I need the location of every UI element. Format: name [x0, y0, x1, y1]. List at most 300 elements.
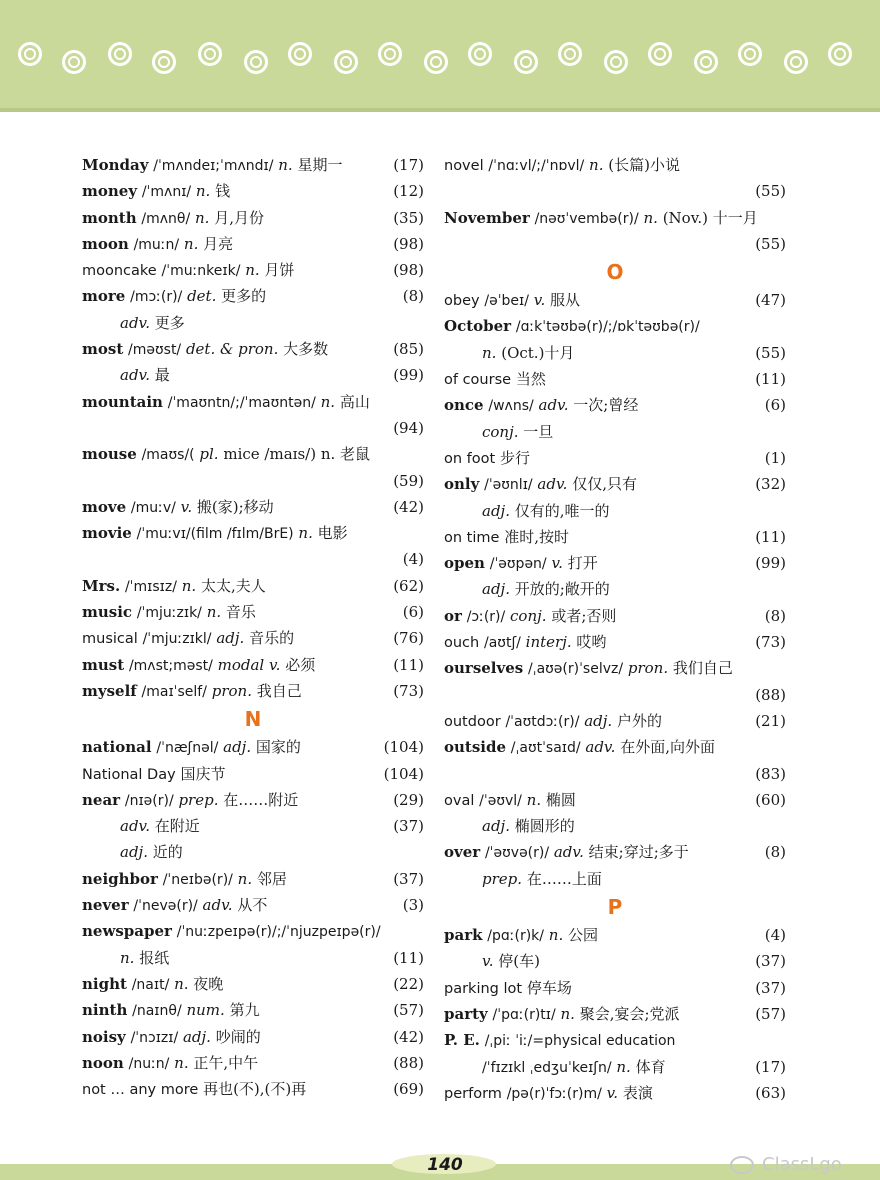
part-of-speech: prep. — [178, 790, 219, 809]
part-of-speech: adv. — [537, 475, 568, 494]
definition: 更多的 — [221, 287, 267, 306]
entry-text — [444, 839, 689, 866]
part-of-speech: n. — [589, 156, 604, 174]
headword: Monday — [82, 156, 149, 174]
part-of-speech: n. — [320, 392, 336, 411]
dictionary-entry — [82, 787, 424, 813]
ring-icon — [244, 50, 268, 74]
entry-sense — [444, 419, 786, 445]
page-reference: (98) — [393, 261, 424, 280]
page-reference: (1) — [764, 448, 786, 467]
entry-text — [444, 550, 598, 577]
dictionary-entry — [82, 678, 424, 704]
definition: 结束;穿过;多于 — [588, 843, 689, 862]
page-reference: (57) — [755, 1004, 786, 1023]
entry-text — [444, 524, 569, 551]
phonetic: /ˌaʊə(r)ˈselvz/ — [528, 661, 624, 678]
page-reference: (8) — [764, 843, 786, 862]
entry-text — [444, 419, 553, 445]
page-reference: (35) — [393, 208, 424, 227]
phonetic: /nəʊˈvembə(r)/ — [534, 210, 639, 227]
entry-text — [82, 573, 266, 600]
entry-text — [82, 734, 301, 761]
section-letter: P — [607, 895, 623, 920]
phonetic: /ˈmʌnɪ/ — [141, 184, 192, 201]
entry-text — [444, 392, 638, 419]
headword: ninth — [82, 1001, 128, 1020]
headword: movie — [82, 524, 132, 543]
entry-text — [444, 603, 616, 630]
dictionary-entry — [82, 231, 424, 257]
dictionary-entry — [82, 257, 424, 283]
entry-text — [444, 445, 530, 472]
headword: on time — [444, 529, 500, 546]
phonetic: /ˈəʊpən/ — [489, 556, 547, 573]
definition: 在外面,向外面 — [620, 738, 715, 757]
dictionary-entry — [444, 787, 786, 813]
phonetic: /ˈnɔɪzɪ/ — [130, 1029, 179, 1046]
page-reference: (12) — [393, 182, 424, 201]
page-reference: (59) — [393, 471, 424, 490]
ring-icon — [152, 50, 176, 74]
definition: 月,月份 — [214, 208, 264, 227]
dictionary-entry — [444, 152, 786, 178]
phonetic: /mʌnθ/ — [141, 210, 191, 227]
definition: 大多数 — [283, 340, 329, 359]
part-of-speech: v. — [180, 497, 193, 516]
entry-text — [444, 734, 715, 761]
entry-text — [444, 152, 680, 179]
dictionary-entry — [444, 366, 786, 392]
definition: 邻居 — [256, 869, 287, 888]
definition: 正午,中午 — [193, 1053, 259, 1072]
definition: 星期一 — [297, 156, 343, 174]
page-reference: (73) — [755, 633, 786, 652]
dictionary-entry — [82, 734, 424, 760]
part-of-speech: n. — [206, 603, 222, 622]
entry-text — [82, 625, 294, 652]
page-reference: (76) — [393, 629, 424, 648]
definition: 更多 — [154, 313, 185, 332]
headword: noisy — [82, 1027, 126, 1046]
definition: 吵闹的 — [215, 1027, 261, 1046]
page-reference: (4) — [402, 550, 424, 569]
definition: 再也(不),(不)再 — [203, 1080, 307, 1099]
entry-text — [82, 336, 328, 363]
definition: 准时,按时 — [504, 527, 569, 546]
entry-page-continuation — [444, 231, 786, 257]
entry-sense — [82, 813, 424, 839]
phonetic: /ˈaʊtdɔː(r)/ — [505, 713, 580, 730]
entry-text — [444, 498, 610, 524]
headword: neighbor — [82, 869, 158, 888]
entry-text — [444, 205, 758, 232]
headword: or — [444, 606, 462, 625]
page-reference: (55) — [755, 234, 786, 253]
part-of-speech: adj. — [120, 843, 148, 862]
definition: 搬(家);移动 — [196, 497, 274, 516]
headword: night — [82, 974, 127, 993]
ring-icon — [694, 50, 718, 74]
definition: (Nov.) 十一月 — [662, 208, 758, 227]
dictionary-entry — [82, 1050, 424, 1076]
phonetic: /aʊtʃ/ — [484, 635, 521, 652]
dictionary-entry — [82, 178, 424, 204]
headword: oval — [444, 792, 475, 809]
entry-text — [444, 629, 606, 656]
dictionary-entry — [444, 471, 786, 497]
phonetic: /ˈmaʊntn/;/ˈmaʊntən/ — [167, 394, 316, 411]
entry-text — [444, 866, 602, 892]
right-column — [444, 152, 786, 1106]
entry-sense — [444, 340, 786, 366]
phonetic: /əˈbeɪ/ — [484, 293, 529, 310]
part-of-speech: n. — [181, 576, 197, 595]
page-reference: (69) — [393, 1080, 424, 1099]
ring-icon — [198, 42, 222, 66]
entry-text — [82, 652, 315, 679]
dictionary-entry — [82, 892, 424, 918]
definition: 表演 — [622, 1083, 653, 1102]
entry-sense — [82, 362, 424, 388]
definition: mice /maɪs/) n. 老鼠 — [223, 445, 371, 464]
headword: P. E. — [444, 1031, 480, 1050]
dictionary-entry — [444, 655, 786, 681]
part-of-speech: adj. — [482, 501, 510, 520]
definition: 我自己 — [256, 681, 302, 700]
entry-text — [444, 313, 700, 340]
definition: 开放的;敞开的 — [514, 580, 610, 599]
part-of-speech: det. — [187, 287, 217, 306]
dictionary-entry — [82, 494, 424, 520]
part-of-speech: v. — [482, 952, 494, 971]
definition: 在……附近 — [223, 790, 299, 809]
ring-icon — [468, 42, 492, 66]
part-of-speech: prep. — [482, 869, 523, 888]
definition: 第九 — [229, 1001, 260, 1020]
entry-page-continuation — [82, 415, 424, 441]
phonetic: /pɑː(r)k/ — [487, 928, 545, 945]
headword: once — [444, 396, 484, 415]
part-of-speech: adj. — [584, 711, 613, 730]
page-reference: (37) — [393, 869, 424, 888]
definition: 一次;曾经 — [573, 396, 639, 415]
ring-icon — [288, 42, 312, 66]
phonetic: /məʊst/ — [128, 342, 182, 359]
definition: 音乐 — [225, 603, 256, 622]
ring-icon — [828, 42, 852, 66]
headword: never — [82, 896, 129, 915]
ring-icon — [334, 50, 358, 74]
section-letter: N — [244, 707, 262, 732]
entry-text — [444, 813, 575, 839]
header-band — [0, 0, 880, 110]
part-of-speech: pron. — [627, 659, 669, 678]
definition: 报纸 — [139, 948, 170, 967]
entry-text — [82, 678, 302, 705]
dictionary-entry — [82, 599, 424, 625]
part-of-speech: n. — [174, 1053, 189, 1072]
headword: mouse — [82, 445, 137, 464]
entry-sense — [444, 866, 786, 892]
entry-text — [444, 576, 610, 602]
page-reference: (11) — [393, 655, 424, 674]
page-reference: (6) — [764, 396, 786, 415]
headword: music — [82, 603, 133, 622]
page-reference: (104) — [383, 764, 424, 783]
headword: must — [82, 655, 125, 674]
dictionary-entry — [444, 839, 786, 865]
part-of-speech: n. — [194, 208, 210, 227]
entry-page-continuation — [444, 761, 786, 787]
phonetic: /ˈneɪbə(r)/ — [162, 871, 233, 888]
entry-text — [444, 922, 598, 949]
definition: 聚会,宴会;党派 — [579, 1004, 680, 1023]
part-of-speech: n. — [298, 524, 313, 543]
dictionary-entry — [82, 761, 424, 787]
phonetic: /ˈnevə(r)/ — [133, 898, 198, 915]
part-of-speech: num. — [186, 1001, 225, 1020]
entry-text — [82, 599, 256, 626]
entry-text — [82, 520, 348, 547]
dictionary-entry — [444, 975, 786, 1001]
part-of-speech: conj. — [510, 606, 547, 625]
page-reference: (8) — [764, 606, 786, 625]
phonetic: /ˈfɪzɪkl ˌedʒuˈkeɪʃn/ — [482, 1059, 612, 1076]
page-number: 140 — [427, 1155, 463, 1175]
dictionary-entry — [82, 152, 424, 178]
phonetic: /ˌaʊtˈsaɪd/ — [510, 740, 581, 757]
definition: 我们自己 — [672, 659, 733, 678]
entry-text — [444, 975, 572, 1002]
headword: near — [82, 790, 121, 809]
headword: noon — [82, 1053, 124, 1072]
page-reference: (8) — [402, 287, 424, 306]
part-of-speech: adj. — [216, 629, 245, 648]
entry-text — [82, 178, 230, 205]
page-reference: (11) — [755, 527, 786, 546]
page-reference: (22) — [393, 974, 424, 993]
page-reference: (88) — [393, 1053, 424, 1072]
entry-text — [444, 1080, 653, 1107]
page-reference: (99) — [755, 554, 786, 573]
phonetic: /mʌst;məst/ — [128, 657, 213, 674]
part-of-speech: adv. — [585, 738, 616, 757]
entry-text — [82, 971, 223, 998]
entry-text — [82, 205, 264, 232]
definition: 在……上面 — [526, 869, 602, 888]
definition: 打开 — [567, 554, 598, 573]
entry-text — [82, 1024, 261, 1051]
page-reference: (98) — [393, 234, 424, 253]
definition: 公园 — [568, 926, 599, 945]
part-of-speech: v. — [551, 554, 563, 573]
page-reference: (73) — [393, 681, 424, 700]
entry-sense — [82, 310, 424, 336]
definition: 一旦 — [523, 422, 554, 441]
page-reference: (32) — [755, 475, 786, 494]
part-of-speech: det. & pron. — [185, 340, 279, 359]
definition: 近的 — [152, 843, 183, 862]
headword: National Day — [82, 766, 176, 783]
phonetic: /ˈnɑːvl/;/ˈnɒvl/ — [488, 158, 585, 174]
dictionary-entry — [444, 1001, 786, 1027]
entry-text — [444, 948, 540, 974]
page-reference: (85) — [393, 340, 424, 359]
entry-text — [82, 761, 225, 788]
headword: newspaper — [82, 922, 172, 941]
part-of-speech: adj. — [482, 817, 510, 836]
part-of-speech: interj. — [525, 633, 572, 652]
definition: 在附近 — [154, 817, 200, 836]
page-reference: (55) — [755, 343, 786, 362]
part-of-speech: n. — [482, 343, 497, 362]
definition: 音乐的 — [249, 629, 295, 648]
dictionary-entry — [444, 1080, 786, 1106]
dictionary-entry — [82, 866, 424, 892]
part-of-speech: v. — [606, 1083, 619, 1102]
dictionary-entry — [82, 1024, 424, 1050]
dictionary-entry — [444, 1027, 786, 1053]
phonetic: /ˈəʊnlɪ/ — [484, 477, 533, 494]
ring-icon — [738, 42, 762, 66]
headword: over — [444, 843, 481, 862]
entry-text — [444, 471, 637, 498]
ring-icon — [108, 42, 132, 66]
definition: 国家的 — [255, 738, 301, 757]
entry-sense — [444, 498, 786, 524]
definition: 太太,夫人 — [200, 576, 266, 595]
page-reference: (99) — [393, 366, 424, 385]
entry-text — [82, 945, 169, 971]
phonetic: /ˈmuːvɪ/(film /fɪlm/BrE) — [136, 526, 294, 543]
page-reference: (42) — [393, 1027, 424, 1046]
page-reference: (11) — [393, 948, 424, 967]
headword: only — [444, 475, 480, 494]
headword: ourselves — [444, 659, 524, 678]
definition: 夜晚 — [193, 974, 224, 993]
definition: 月饼 — [264, 261, 295, 280]
part-of-speech: adj. — [223, 738, 252, 757]
dictionary-entry — [444, 922, 786, 948]
phonetic: /naɪt/ — [131, 976, 170, 993]
headword: parking lot — [444, 980, 523, 997]
definition: 停(车) — [498, 952, 540, 971]
entry-text — [82, 310, 185, 336]
part-of-speech: pron. — [211, 681, 252, 700]
entry-sense — [444, 576, 786, 602]
entry-text — [444, 340, 574, 366]
ring-icon — [558, 42, 582, 66]
definition: 或者;否则 — [551, 606, 617, 625]
page-reference: (42) — [393, 497, 424, 516]
dictionary-entry — [444, 550, 786, 576]
headword: party — [444, 1004, 488, 1023]
page-reference: (37) — [755, 952, 786, 971]
left-column — [82, 152, 424, 1102]
dictionary-entry — [444, 629, 786, 655]
entry-sense — [444, 813, 786, 839]
part-of-speech: adv. — [538, 396, 569, 415]
headword: ouch — [444, 635, 480, 652]
dictionary-entry — [444, 708, 786, 734]
part-of-speech: pl. — [199, 445, 219, 464]
dictionary-entry — [82, 336, 424, 362]
entry-text — [444, 1027, 675, 1054]
part-of-speech: modal v. — [217, 655, 281, 674]
entry-text — [82, 997, 260, 1024]
phonetic: /ˈnuːzpeɪpə(r)/;/ˈnjuzpeɪpə(r)/ — [176, 924, 381, 941]
headword: of course — [444, 372, 512, 389]
part-of-speech: n. — [616, 1057, 631, 1076]
phonetic: /wʌns/ — [488, 398, 534, 415]
definition: 从不 — [237, 896, 268, 915]
definition: 钱 — [215, 182, 231, 201]
page-reference: (17) — [755, 1057, 786, 1076]
entry-text — [444, 708, 662, 735]
phonetic: /ˈmuːnkeɪk/ — [161, 263, 241, 280]
entry-text — [444, 366, 546, 393]
entry-text — [444, 787, 576, 814]
definition: 必须 — [285, 655, 316, 674]
part-of-speech: n. — [643, 208, 658, 227]
part-of-speech: n. — [548, 926, 564, 945]
dictionary-entry — [82, 1076, 424, 1102]
part-of-speech: adv. — [120, 313, 151, 332]
phonetic: /ɔː(r)/ — [466, 608, 506, 625]
part-of-speech: n. — [560, 1004, 575, 1023]
entry-text — [82, 813, 200, 839]
phonetic: /ˈnæʃnəl/ — [156, 740, 219, 757]
definition: 服从 — [550, 291, 581, 310]
dictionary-entry — [82, 520, 424, 546]
headword: national — [82, 738, 152, 757]
part-of-speech: n. — [195, 182, 211, 201]
entry-sense — [82, 945, 424, 971]
entry-text — [82, 362, 170, 388]
part-of-speech: adj. — [182, 1027, 211, 1046]
headword: outdoor — [444, 713, 501, 730]
definition: 仅仅,只有 — [572, 475, 637, 494]
phonetic: /nuːn/ — [128, 1055, 170, 1072]
dictionary-entry — [82, 205, 424, 231]
phonetic: /muːn/ — [133, 236, 180, 253]
phonetic: /ˈmʌndeɪ;ˈmʌndɪ/ — [153, 158, 274, 174]
page-reference: (94) — [393, 418, 424, 437]
headword: October — [444, 317, 512, 336]
phonetic: /mɔː(r)/ — [130, 289, 183, 306]
entry-text — [82, 494, 274, 521]
headword: money — [82, 182, 138, 201]
entry-text — [82, 1076, 306, 1103]
definition: 月亮 — [203, 234, 234, 253]
headword: myself — [82, 681, 137, 700]
headword: November — [444, 208, 530, 227]
page-reference: (62) — [393, 576, 424, 595]
phonetic: /ˈmjuːzɪk/ — [136, 605, 202, 622]
headword: outside — [444, 738, 507, 757]
phonetic: /maɪˈself/ — [141, 683, 207, 700]
phonetic: /maʊs/( — [141, 447, 195, 464]
definition: 电影 — [317, 524, 348, 543]
headword: most — [82, 340, 124, 359]
phonetic: /muːv/ — [130, 499, 176, 516]
entry-text — [82, 839, 183, 865]
entry-page-continuation — [444, 178, 786, 204]
page-reference: (4) — [764, 926, 786, 945]
ring-icon — [648, 42, 672, 66]
entry-sense — [82, 839, 424, 865]
